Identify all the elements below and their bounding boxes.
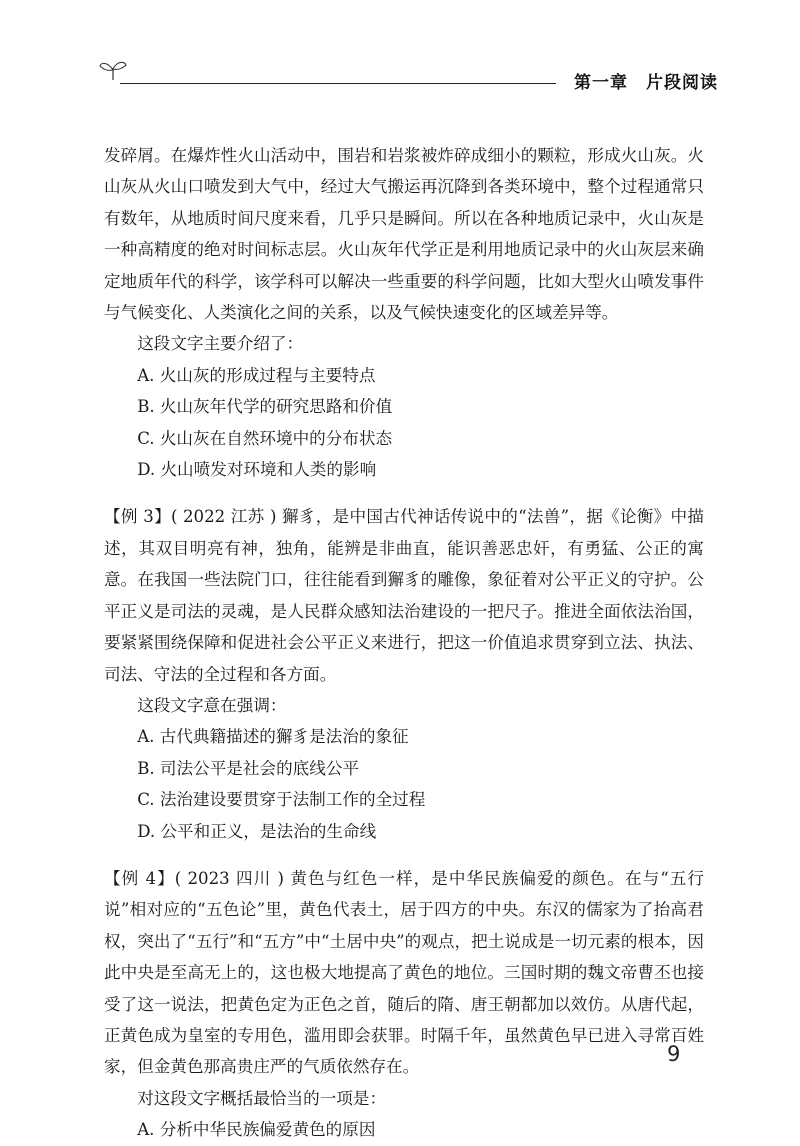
option-d: D. 公平和正义，是法治的生命线 [137,821,377,841]
question-block [104,140,704,485]
option-b: B. 司法公平是社会的底线公平 [137,758,360,778]
question-prompt: 这段文字意在强调： [137,695,287,715]
option-a: A. 分析中华民族偏爱黄色的原因 [137,1120,376,1140]
option-a: A. 火山灰的形成过程与主要特点 [137,365,376,385]
option-d: D. 火山喷发对环境和人类的影响 [137,460,377,480]
running-header [98,58,718,98]
page-content [104,140,704,1146]
passage-paragraph: 【例 3】( 2022 江苏 ) 獬豸，是中国古代神话传说中的“法兽”，据《论衡》中描述，其双目明亮有神，独角，能辨是非曲直，能识善恶忠奸，有勇猛、公正的寓意。在我国一些法院门口，往往能看到獬豸的雕像，象征着对公平正义的守护。公平正义是司法的灵魂，是人民群众感知法治建设的一把尺子。推进全面依法治国，要紧紧围绕保障和促进社会公平正义来进行，把这一价值追求贯穿到立法、执法、司法、守法的全过程和各方面。 [104,507,704,684]
option-c: C. 火山灰在自然环境中的分布状态 [137,428,393,448]
page-number: 9 [667,1042,681,1066]
question-block [104,501,704,846]
question-prompt: 对这段文字概括最恰当的一项是： [137,1088,387,1108]
option-b: B. 火山灰年代学的研究思路和价值 [137,397,393,417]
sprout-icon [98,58,128,82]
option-a: A. 古代典籍描述的獬豸是法治的象征 [137,727,409,747]
header-rule [120,83,556,84]
question-block [104,863,704,1146]
question-prompt: 这段文字主要介绍了： [137,334,304,354]
passage-paragraph: 【例 4】( 2023 四川 ) 黄色与红色一样，是中华民族偏爱的颜色。在与“五行说”相对应的“五色论”里，黄色代表土，居于四方的中央。东汉的儒家为了抬高君权，突出了“五行”和“五方”中“土居中央”的观点，把土说成是一切元素的根本，因此中央是至高无上的，这也极大地提高了黄色的地位。三国时期的魏文帝曹丕也接受了这一说法，把黄色定为正色之首，随后的隋、唐王朝都加以效仿。从唐代起，正黄色成为皇室的专用色，滥用即会获罪。时隔千年，虽然黄色早已进入寻常百姓家，但金黄色那高贵庄严的气质依然存在。 [104,868,704,1077]
passage-paragraph: 发碎屑。在爆炸性火山活动中，围岩和岩浆被炸碎成细小的颗粒，形成火山灰。火山灰从火山口喷发到大气中，经过大气搬运再沉降到各类环境中，整个过程通常只有数年，从地质时间尺度来看，几乎只是瞬间。所以在各种地质记录中，火山灰是一种高精度的绝对时间标志层。火山灰年代学正是利用地质记录中的火山灰层来确定地质年代的科学，该学科可以解决一些重要的科学问题，比如大型火山喷发事件与气候变化、人类演化之间的关系，以及气候快速变化的区域差异等。 [104,146,704,323]
option-c: C. 法治建设要贯穿于法制工作的全过程 [137,790,426,810]
chapter-title: 第一章 片段阅读 [574,73,718,93]
